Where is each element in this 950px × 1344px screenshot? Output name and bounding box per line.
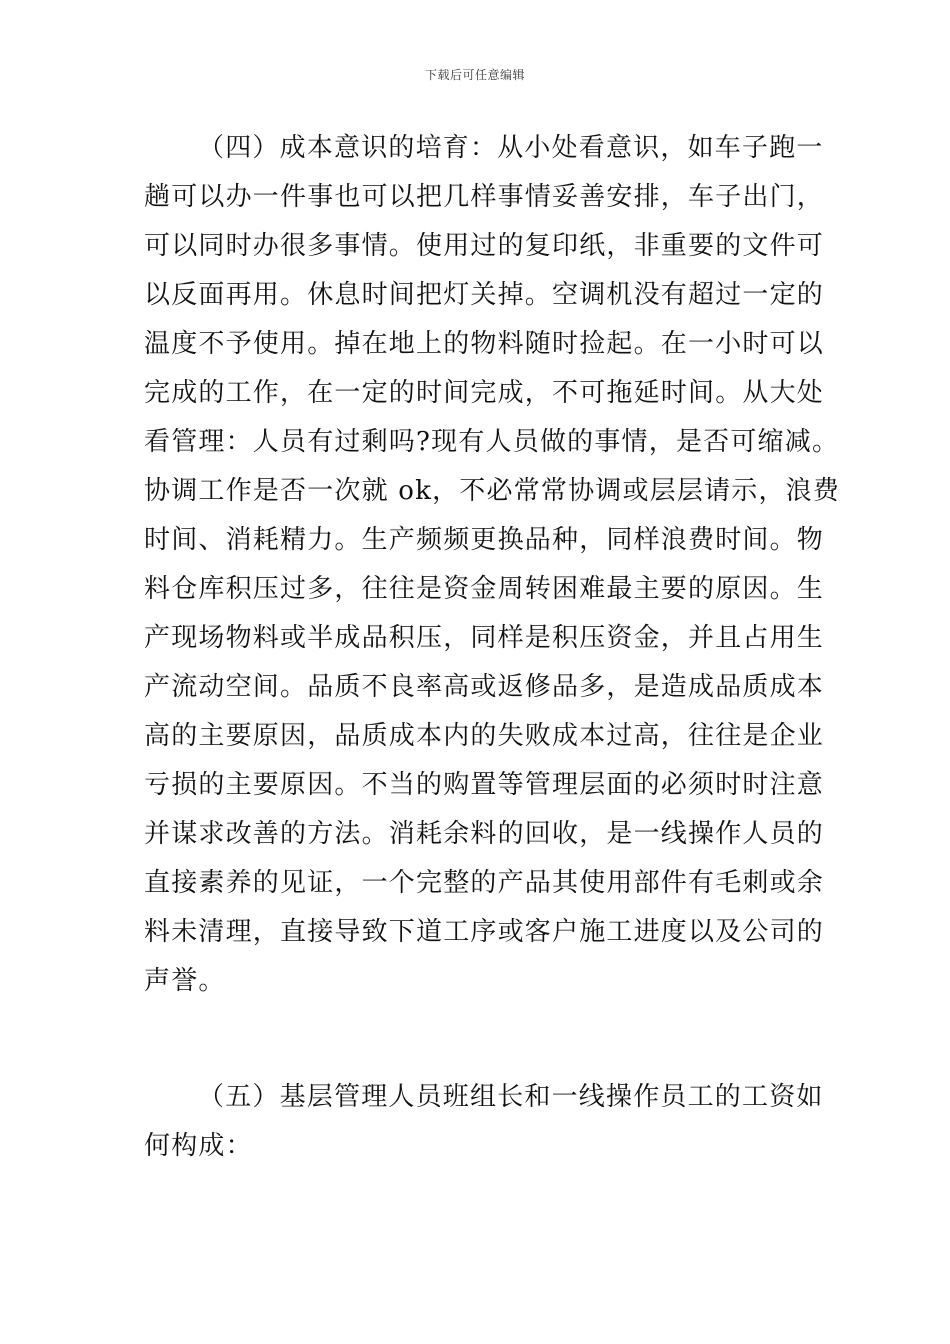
paragraph-line: 何构成： <box>144 1131 253 1161</box>
paragraph-line: 直接素养的见证，一个完整的产品其使用部件有毛刺或余 <box>144 868 825 898</box>
page-header: 下载后可任意编辑 <box>424 68 525 82</box>
paragraph-line: 并谋求改善的方法。消耗余料的回收，是一线操作人员的 <box>144 819 825 849</box>
paragraph-line: 料未清理，直接导致下道工序或客户施工进度以及公司的 <box>144 917 825 947</box>
paragraph-line: 高的主要原因，品质成本内的失败成本过高，往往是企业 <box>144 721 825 751</box>
paragraph-line: 趟可以办一件事也可以把几样事情妥善安排，车子出门， <box>144 182 825 212</box>
paragraph-line: 时间、消耗精力。生产频频更换品种，同样浪费时间。物 <box>144 525 825 555</box>
paragraph-line: 完成的工作，在一定的时间完成，不可拖延时间。从大处 <box>144 378 825 408</box>
paragraph-section-4 <box>144 124 841 1006</box>
paragraph-section-5 <box>144 1073 824 1171</box>
paragraph-line: （四）成本意识的培育：从小处看意识，如车子跑一 <box>198 133 824 163</box>
paragraph-line: 以反面再用。休息时间把灯关掉。空调机没有超过一定的 <box>144 280 825 310</box>
paragraph-line: 协调工作是否一次就 ok，不必常常协调或层层请示，浪费 <box>144 476 841 506</box>
paragraph-line: 看管理：人员有过剩吗?现有人员做的事情，是否可缩减。 <box>144 427 840 457</box>
paragraph-line: （五）基层管理人员班组长和一线操作员工的工资如 <box>198 1082 824 1112</box>
paragraph-line: 料仓库积压过多，往往是资金周转困难最主要的原因。生 <box>144 574 825 604</box>
paragraph-line: 亏损的主要原因。不当的购置等管理层面的必须时时注意 <box>144 770 825 800</box>
paragraph-line: 可以同时办很多事情。使用过的复印纸，非重要的文件可 <box>144 231 825 261</box>
paragraph-line: 产现场物料或半成品积压，同样是积压资金，并且占用生 <box>144 623 825 653</box>
paragraph-line: 产流动空间。品质不良率高或返修品多，是造成品质成本 <box>144 672 825 702</box>
paragraph-line: 声誉。 <box>144 966 226 996</box>
paragraph-line: 温度不予使用。掉在地上的物料随时捡起。在一小时可以 <box>144 329 825 359</box>
